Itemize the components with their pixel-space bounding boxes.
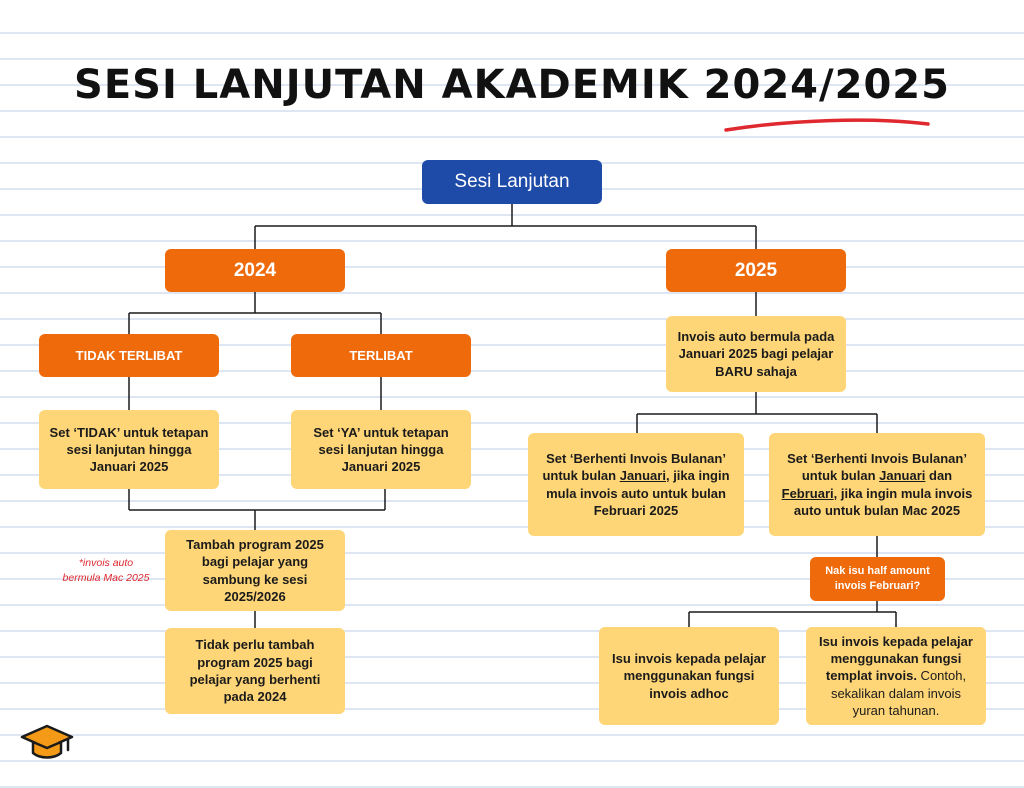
- root-node: [422, 160, 602, 204]
- text-line: [802, 467, 952, 484]
- templat-invois-box: [806, 627, 986, 725]
- page-title: SESI LANJUTAN AKADEMIK 2024/2025: [74, 62, 950, 108]
- text-fragment: Contoh,: [916, 668, 967, 684]
- text-line: sesi lanjutan hingga: [318, 441, 444, 457]
- root-label: Sesi Lanjutan: [454, 171, 570, 193]
- text-line: invois adhoc: [649, 685, 729, 701]
- text-line: Isu invois kepada pelajar: [612, 651, 766, 667]
- text-line: mula invois auto untuk bulan: [546, 485, 726, 501]
- text-line: [826, 667, 966, 684]
- text-line: sambung ke sesi: [202, 571, 308, 587]
- invoice-note: [50, 556, 162, 585]
- year-2025-label: 2025: [734, 259, 778, 281]
- text-line: pelajar yang berhenti: [189, 672, 321, 687]
- terlibat-label: TERLIBAT: [349, 347, 413, 363]
- text-line: Set ‘YA’ untuk tetapan: [313, 424, 449, 440]
- year-2024-node: [165, 249, 345, 292]
- tambah-program-box: [165, 530, 345, 611]
- tidak-perlu-tambah-box: [165, 628, 345, 714]
- text-line: menggunakan fungsi: [830, 651, 962, 667]
- invois-auto-box: [666, 316, 846, 392]
- text-line: menggunakan fungsi: [623, 668, 755, 684]
- text-line: Nak isu half amount: [825, 565, 930, 578]
- note-line: *invois auto: [78, 557, 134, 569]
- text-line: invois Februari?: [834, 580, 921, 592]
- text-line: pada 2024: [223, 689, 287, 705]
- tidak-terlibat-node: [39, 334, 219, 377]
- text-line: sesi lanjutan hingga: [66, 441, 192, 457]
- text-line: Tidak perlu tambah: [195, 637, 315, 653]
- text-line: yuran tahunan.: [852, 702, 940, 718]
- text-line: sekalikan dalam invois: [830, 685, 962, 701]
- text-line: Januari 2025: [89, 459, 169, 475]
- tidak-terlibat-label: TIDAK TERLIBAT: [75, 347, 183, 363]
- text-line: bagi pelajar yang: [201, 554, 309, 570]
- tidak-terlibat-action-box: [39, 410, 219, 489]
- text-fragment: dan: [925, 468, 953, 484]
- text-line: [782, 485, 973, 502]
- text-line: Februari 2025: [593, 502, 679, 518]
- text-line: BARU sahaja: [715, 363, 797, 379]
- text-fragment: , jika ingin mula invois: [833, 485, 973, 501]
- note-line: bermula Mac 2025: [62, 571, 150, 584]
- invois-adhoc-box: [599, 627, 779, 725]
- text-line: Set ‘Berhenti Invois Bulanan’: [787, 450, 967, 466]
- text-fragment: templat invois.: [825, 668, 917, 684]
- underlined-month: Januari: [619, 468, 666, 484]
- underlined-month: Januari: [879, 468, 926, 484]
- berhenti-januari-februari-box: [769, 433, 985, 536]
- year-2025-node: [666, 249, 846, 292]
- text-line: Januari 2025: [341, 459, 421, 475]
- text-line: program 2025 bagi: [197, 654, 313, 670]
- text-line: 2025/2026: [224, 588, 286, 604]
- text-line: Set ‘TIDAK’ untuk tetapan: [49, 424, 209, 440]
- text-fragment: untuk bulan: [801, 468, 880, 484]
- year-2024-label: 2024: [233, 259, 277, 281]
- terlibat-node: [291, 334, 471, 377]
- berhenti-januari-box: [528, 433, 744, 536]
- half-amount-question-node: [810, 557, 945, 601]
- terlibat-action-box: [291, 410, 471, 489]
- text-line: Set ‘Berhenti Invois Bulanan’: [546, 450, 726, 466]
- text-line: Isu invois kepada pelajar: [819, 633, 973, 649]
- text-line: auto untuk bulan Mac 2025: [793, 502, 961, 518]
- text-line: Januari 2025 bagi pelajar: [678, 346, 834, 362]
- text-line: [542, 467, 729, 484]
- text-fragment: , jika ingin: [665, 468, 730, 484]
- text-line: Invois auto bermula pada: [677, 329, 835, 345]
- underlined-month: Februari: [781, 485, 834, 501]
- graduation-cap-icon: [18, 722, 76, 767]
- text-line: Tambah program 2025: [186, 536, 324, 552]
- text-fragment: untuk bulan: [542, 468, 620, 484]
